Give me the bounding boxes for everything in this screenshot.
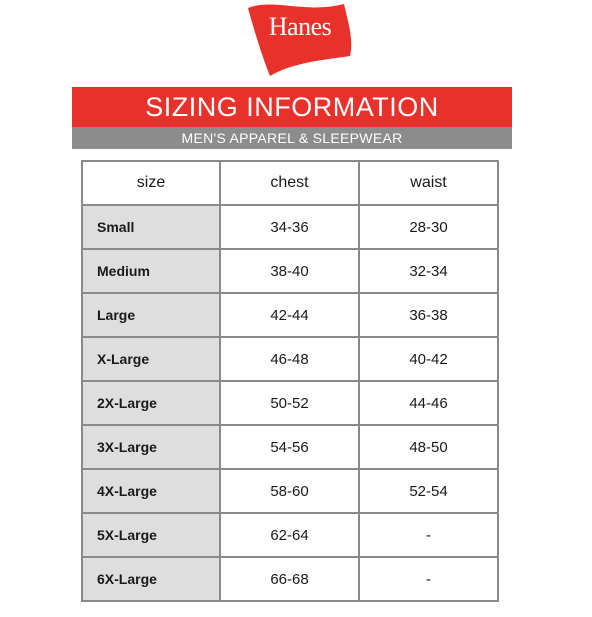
- column-header-chest: chest: [220, 161, 359, 205]
- size-cell: 6X-Large: [82, 557, 220, 601]
- waist-cell: 44-46: [359, 381, 498, 425]
- size-cell: 4X-Large: [82, 469, 220, 513]
- waist-cell: 48-50: [359, 425, 498, 469]
- table-row: [82, 205, 498, 249]
- waist-cell: 52-54: [359, 469, 498, 513]
- sizing-table: [81, 160, 499, 602]
- page-title: SIZING INFORMATION: [72, 87, 512, 127]
- waist-cell: 40-42: [359, 337, 498, 381]
- size-cell: 5X-Large: [82, 513, 220, 557]
- size-cell: X-Large: [82, 337, 220, 381]
- chest-cell: 38-40: [220, 249, 359, 293]
- size-cell: Medium: [82, 249, 220, 293]
- size-cell: Small: [82, 205, 220, 249]
- waist-cell: 32-34: [359, 249, 498, 293]
- table-row: [82, 337, 498, 381]
- column-header-waist: waist: [359, 161, 498, 205]
- waist-cell: 28-30: [359, 205, 498, 249]
- chest-cell: 62-64: [220, 513, 359, 557]
- hanes-logo: [244, 0, 356, 78]
- table-row: [82, 425, 498, 469]
- size-cell: 2X-Large: [82, 381, 220, 425]
- column-header-size: size: [82, 161, 220, 205]
- table-row: [82, 557, 498, 601]
- waist-cell: -: [359, 513, 498, 557]
- chest-cell: 58-60: [220, 469, 359, 513]
- waist-cell: -: [359, 557, 498, 601]
- waist-cell: 36-38: [359, 293, 498, 337]
- chest-cell: 54-56: [220, 425, 359, 469]
- table-header-row: [82, 161, 498, 205]
- chest-cell: 66-68: [220, 557, 359, 601]
- brand-name: Hanes: [268, 12, 332, 41]
- size-cell: Large: [82, 293, 220, 337]
- sizing-table-container: [81, 160, 499, 602]
- chest-cell: 34-36: [220, 205, 359, 249]
- table-row: [82, 249, 498, 293]
- chest-cell: 50-52: [220, 381, 359, 425]
- page-subtitle: MEN'S APPAREL & SLEEPWEAR: [72, 127, 512, 149]
- size-cell: 3X-Large: [82, 425, 220, 469]
- table-row: [82, 469, 498, 513]
- table-row: [82, 513, 498, 557]
- table-row: [82, 293, 498, 337]
- chest-cell: 46-48: [220, 337, 359, 381]
- table-row: [82, 381, 498, 425]
- chest-cell: 42-44: [220, 293, 359, 337]
